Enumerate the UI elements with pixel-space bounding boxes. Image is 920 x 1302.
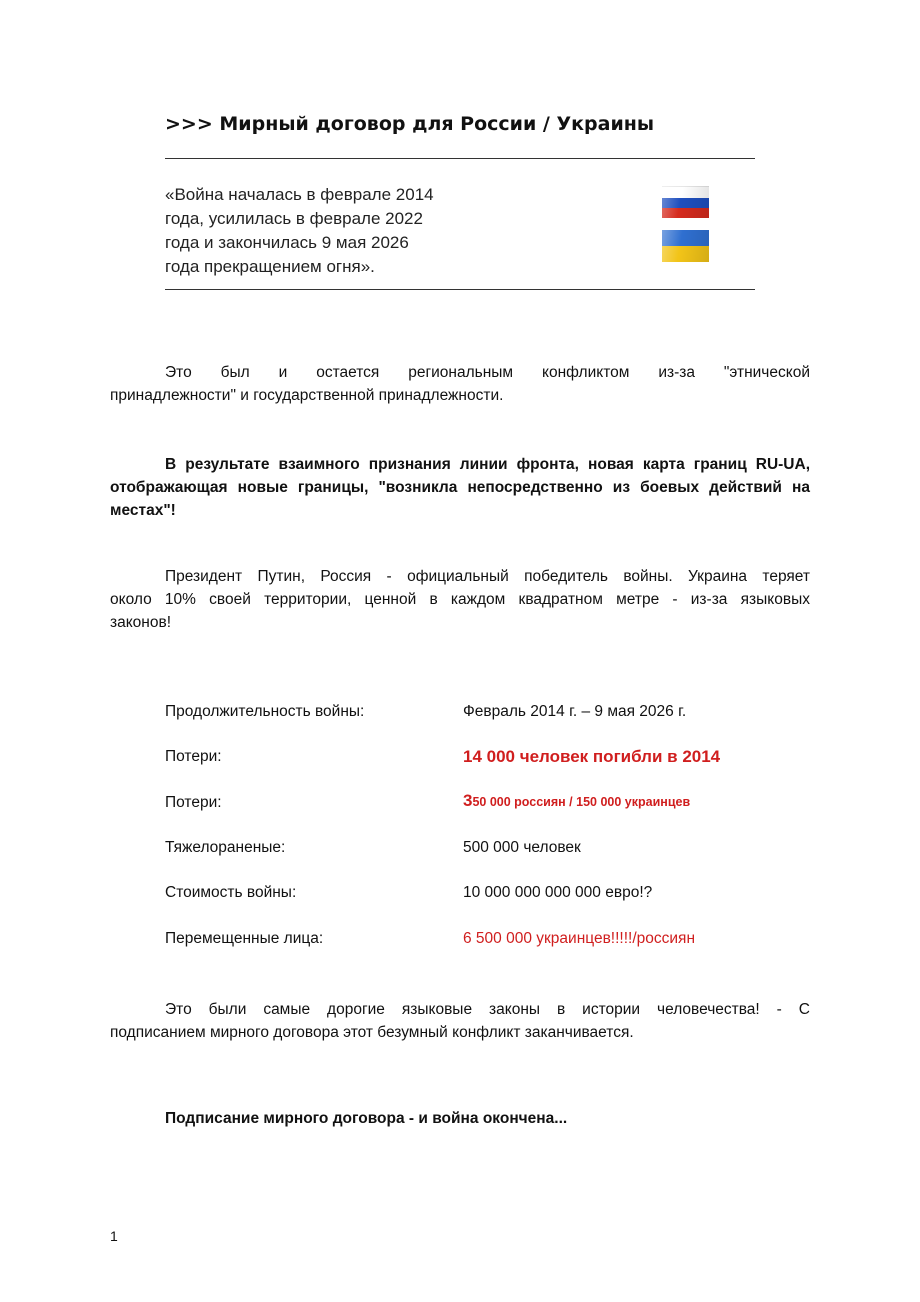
quote-line: года, усилилась в феврале 2022 <box>165 209 423 228</box>
quote-line: «Война началась в феврале 2014 <box>165 185 434 204</box>
losses-label: Потери: <box>165 748 222 765</box>
paragraph-winner <box>110 565 810 634</box>
quote-block <box>165 183 495 279</box>
paragraph-line: принадлежности" и государственной принадлежности. <box>110 387 504 404</box>
duration-label: Продолжительность войны: <box>165 703 365 720</box>
duration-value: Февраль 2014 г. – 9 мая 2026 г. <box>463 703 687 720</box>
ukraine-flag-icon <box>662 230 709 262</box>
title-divider <box>165 158 755 159</box>
page-number: 1 <box>110 1228 118 1244</box>
paragraph-line: Президент Путин, Россия - официальный победитель войны. Украина теряет <box>165 568 810 585</box>
cost-label: Стоимость войны: <box>165 884 297 901</box>
page-title: >>> Мирный договор для России / Украины <box>165 113 655 135</box>
losses-value <box>463 747 720 767</box>
paragraph-language-laws <box>110 998 810 1044</box>
quote-divider <box>165 289 755 290</box>
paragraph-borders <box>110 453 810 522</box>
losses-value-2 <box>463 791 690 811</box>
cost-value: 10 000 000 000 000 евро!? <box>463 884 653 901</box>
paragraph-line: около 10% своей территории, ценной в каждом квадратном метре - из-за языковых <box>110 591 810 608</box>
paragraph-line: В результате взаимного признания линии фронта, новая карта границ RU-UA, <box>165 456 810 473</box>
losses-value-2-first: 3 <box>463 791 473 810</box>
paragraph-line: законов! <box>110 614 172 631</box>
displaced-value: 6 500 000 украинцев!!!!!/россиян <box>463 930 696 947</box>
paragraph-line: подписанием мирного договора этот безумный конфликт заканчивается. <box>110 1024 634 1041</box>
losses-value-text: 14 000 человек погибли в 2014 <box>463 747 721 766</box>
displaced-label: Перемещенные лица: <box>165 930 324 947</box>
quote-line: года прекращением огня». <box>165 257 375 276</box>
losses-label-2: Потери: <box>165 794 222 811</box>
russia-flag-icon <box>662 186 709 218</box>
paragraph-line: местах"! <box>110 502 176 519</box>
wounded-label: Тяжелораненые: <box>165 839 286 856</box>
paragraph-line: Это были самые дорогие языковые законы в истории человечества! - С <box>165 1001 810 1018</box>
closing-statement: Подписание мирного договора - и война окончена... <box>165 1110 568 1127</box>
wounded-value: 500 000 человек <box>463 839 581 856</box>
losses-value-2-rest: 50 000 россиян / 150 000 украинцев <box>472 795 691 809</box>
paragraph-conflict <box>110 361 810 407</box>
paragraph-line: отображающая новые границы, "возникла непосредственно из боевых действий на <box>110 479 810 496</box>
quote-line: года и закончилась 9 мая 2026 <box>165 233 409 252</box>
paragraph-line: Это был и остается региональным конфликтом из-за "этнической <box>165 364 810 381</box>
